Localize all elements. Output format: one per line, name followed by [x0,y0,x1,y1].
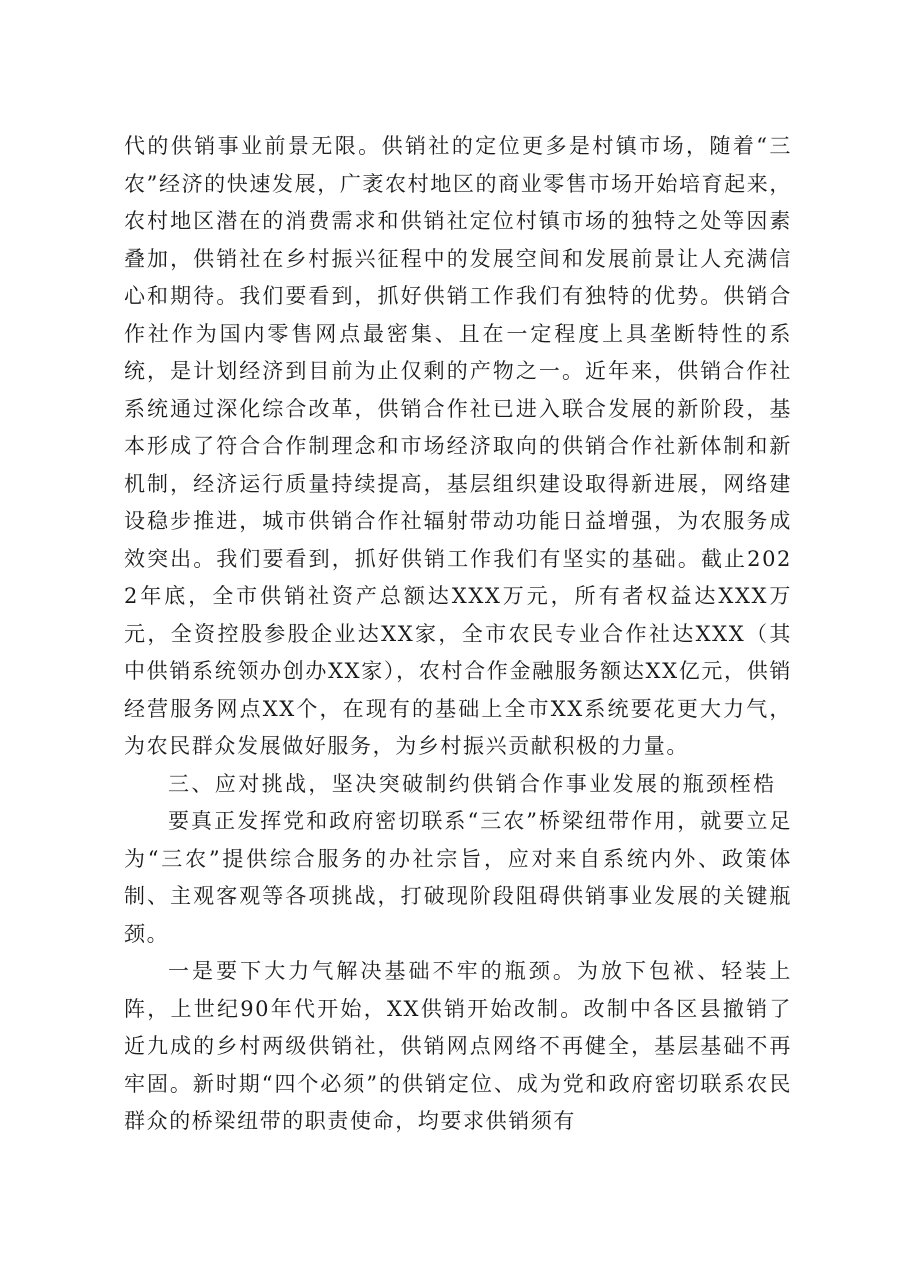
body-paragraph: 代的供销事业前景无限。供销社的定位更多是村镇市场，随着“三农”经济的快速发展，广袤农村地区的商业零售市场开始培育起来，农村地区潜在的消费需求和供销社定位村镇市场的独特之处等因素叠加，供销社在乡村振兴征程中的发展空间和发展前景让人充满信心和期待。我们要看到，抓好供销工作我们有独特的优势。供销合作社作为国内零售网点最密集、且在一定程度上具垄断特性的系统，是计划经济到目前为止仅剩的产物之一。近年来，供销合作社系统通过深化综合改革，供销合作社已进入联合发展的新阶段，基本形成了符合合作制理念和市场经济取向的供销合作社新体制和新机制，经济运行质量持续提高，基层组织建设取得新进展，网络建设稳步推进，城市供销合作社辐射带动功能日益增强，为农服务成效突出。我们要看到，抓好供销工作我们有坚实的基础。截止2022年底，全市供销社资产总额达XXX万元，所有者权益达XXX万元，全资控股参股企业达XX家，全市农民专业合作社达XXX（其中供销系统领办创办XX家），农村合作金融服务额达XX亿元，供销经营服务网点XX个，在现有的基础上全市XX系统要花更大力气，为农民群众发展做好服务，为乡村振兴贡献积极的力量。 [124,134,792,758]
section-heading: 三、应对挑战，坚决突破制约供销合作事业发展的瓶颈桎梏 [168,771,777,796]
body-paragraph: 一是要下大力气解决基础不牢的瓶颈。为放下包袱、轻装上阵，上世纪90年代开始，XX供销开始改制。改制中各区县撤销了近九成的乡村两级供销社，供销网点网络不再健全，基层基础不再牢固。新时期“四个必须”的供销定位、成为党和政府密切联系农民群众的桥梁纽带的职责使命，均要求供销须有 [124,959,792,1133]
body-paragraph: 要真正发挥党和政府密切联系“三农”桥梁纽带作用，就要立足为“三农”提供综合服务的办社宗旨，应对来自系统内外、政策体制、主观客观等各项挑战，打破现阶段阻碍供销事业发展的关键瓶颈。 [124,809,792,946]
document-body [124,128,792,1141]
